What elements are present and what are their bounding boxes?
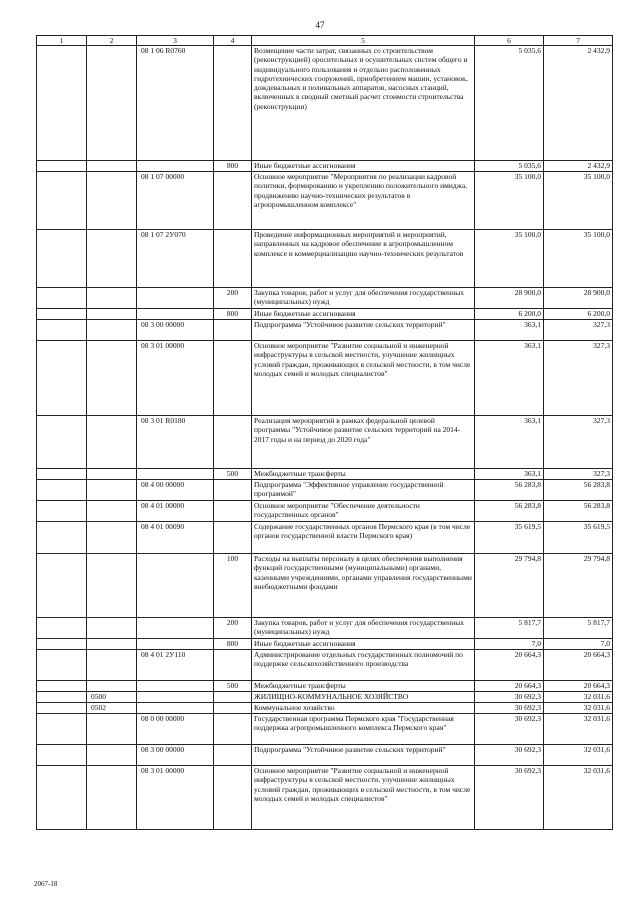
cell-col-3: 08 1 07 00000: [137, 172, 214, 230]
document-code: 2067-18: [34, 880, 58, 888]
cell-col-4: [214, 766, 252, 830]
cell-col-4: [214, 703, 252, 714]
cell-col-3: [137, 288, 214, 309]
cell-col-5: Межбюджетные трансферты: [252, 681, 475, 692]
cell-col-3: [137, 618, 214, 639]
cell-col-1: [37, 46, 87, 161]
cell-col-6: 5 035,6: [475, 46, 544, 161]
cell-col-5: Закупка товаров, работ и услуг для обеспечения государственных (муниципальных) нужд: [252, 288, 475, 309]
cell-col-4: [214, 714, 252, 745]
cell-col-7: 20 664,3: [544, 681, 613, 692]
cell-col-2: [87, 341, 137, 416]
cell-col-7: 327,3: [544, 320, 613, 341]
cell-col-2: [87, 230, 137, 288]
cell-col-5: Межбюджетные трансферты: [252, 469, 475, 480]
cell-col-2: [87, 522, 137, 554]
cell-col-6: 20 664,3: [475, 681, 544, 692]
cell-col-5: Иные бюджетные ассигнования: [252, 639, 475, 650]
cell-col-1: [37, 416, 87, 469]
cell-col-7: 7,0: [544, 639, 613, 650]
cell-col-3: [137, 692, 214, 703]
cell-col-5: Возмещение части затрат, связанных со строительством (реконструкцией) оросительных и осушительных систем общего и индивидуального пользования и отдельно расположенных гидротехнических сооружений, приобретением машин, установок, дождевальных и поливальных аппаратов, насосных станций, включенных в сводный сметный расчет стоимости строительства (реконструкции): [252, 46, 475, 161]
cell-col-4: [214, 522, 252, 554]
cell-col-5: Проведение информационных мероприятий и мероприятий, направленных на кадровое обеспечение в агропромышленном комплексе и коммерциализацию научно-технических результатов: [252, 230, 475, 288]
cell-col-1: [37, 480, 87, 501]
cell-col-1: [37, 501, 87, 522]
cell-col-5: Основное мероприятие "Развитие социальной и инженерной инфраструктуры в сельской местности, улучшение жилищных условий граждан, проживающих в сельской местности, в том числе молодых семей и молодых специалистов": [252, 766, 475, 830]
cell-col-7: 2 432,9: [544, 46, 613, 161]
cell-col-6: 363,1: [475, 320, 544, 341]
cell-col-3: [137, 703, 214, 714]
cell-col-2: [87, 554, 137, 618]
cell-col-1: [37, 745, 87, 766]
table-row: [37, 161, 613, 172]
cell-col-5: Реализация мероприятий в рамках федеральной целевой программы "Устойчивое развитие сельских территорий на 2014-2017 годы и на период до 2020 года": [252, 416, 475, 469]
cell-col-3: 08 3 01 00000: [137, 341, 214, 416]
cell-col-4: [214, 416, 252, 469]
cell-col-1: [37, 341, 87, 416]
cell-col-7: 32 031,6: [544, 766, 613, 830]
cell-col-7: 35 100,0: [544, 230, 613, 288]
col-header-1: 1: [37, 36, 87, 46]
table-row: [37, 416, 613, 469]
table-row: [37, 480, 613, 501]
table-row: [37, 309, 613, 320]
cell-col-7: 35 619,5: [544, 522, 613, 554]
cell-col-2: [87, 480, 137, 501]
table-row: [37, 692, 613, 703]
cell-col-3: [137, 161, 214, 172]
cell-col-6: 56 283,8: [475, 501, 544, 522]
cell-col-4: 800: [214, 639, 252, 650]
cell-col-2: [87, 161, 137, 172]
cell-col-1: [37, 639, 87, 650]
cell-col-7: 32 031,6: [544, 714, 613, 745]
cell-col-2: [87, 309, 137, 320]
cell-col-5: Иные бюджетные ассигнования: [252, 161, 475, 172]
cell-col-6: 363,1: [475, 469, 544, 480]
cell-col-6: 56 283,8: [475, 480, 544, 501]
cell-col-4: 800: [214, 309, 252, 320]
cell-col-6: 30 692,3: [475, 766, 544, 830]
table-row: [37, 469, 613, 480]
cell-col-4: [214, 46, 252, 161]
cell-col-3: 08 3 00 00000: [137, 745, 214, 766]
cell-col-6: 35 100,0: [475, 172, 544, 230]
cell-col-6: 30 692,3: [475, 692, 544, 703]
cell-col-7: 28 900,0: [544, 288, 613, 309]
cell-col-7: 6 200,0: [544, 309, 613, 320]
table-row: [37, 46, 613, 161]
table-row: [37, 681, 613, 692]
table-row: [37, 172, 613, 230]
cell-col-1: [37, 469, 87, 480]
cell-col-1: [37, 681, 87, 692]
cell-col-1: [37, 766, 87, 830]
cell-col-2: [87, 618, 137, 639]
cell-col-2: [87, 501, 137, 522]
cell-col-2: [87, 650, 137, 681]
cell-col-1: [37, 703, 87, 714]
cell-col-7: 29 794,8: [544, 554, 613, 618]
cell-col-6: 5 817,7: [475, 618, 544, 639]
cell-col-7: 2 432,9: [544, 161, 613, 172]
cell-col-5: Администрирование отдельных государственных полномочий по поддержке сельскохозяйственного производства: [252, 650, 475, 681]
cell-col-1: [37, 288, 87, 309]
cell-col-7: 32 031,6: [544, 703, 613, 714]
cell-col-7: 35 100,0: [544, 172, 613, 230]
table-row: [37, 639, 613, 650]
cell-col-6: 29 794,8: [475, 554, 544, 618]
cell-col-6: 30 692,3: [475, 703, 544, 714]
col-header-4: 4: [214, 36, 252, 46]
cell-col-5: Иные бюджетные ассигнования: [252, 309, 475, 320]
cell-col-6: 30 692,3: [475, 714, 544, 745]
cell-col-2: 0500: [87, 692, 137, 703]
table-row: [37, 522, 613, 554]
table-row: [37, 714, 613, 745]
cell-col-2: [87, 714, 137, 745]
cell-col-4: [214, 172, 252, 230]
cell-col-3: 08 3 00 00000: [137, 320, 214, 341]
cell-col-5: Основное мероприятие "Развитие социальной и инженерной инфраструктуры в сельской местности, улучшение жилищных условий граждан, проживающих в сельской местности, в том числе молодых семей и молодых специалистов": [252, 341, 475, 416]
cell-col-3: 08 4 01 00000: [137, 501, 214, 522]
cell-col-3: 08 4 01 2У110: [137, 650, 214, 681]
cell-col-1: [37, 230, 87, 288]
cell-col-6: 363,1: [475, 416, 544, 469]
budget-table: [36, 35, 613, 830]
cell-col-6: 363,1: [475, 341, 544, 416]
cell-col-6: 35 100,0: [475, 230, 544, 288]
cell-col-5: Содержание государственных органов Пермского края (в том числе органов государственной власти Пермского края): [252, 522, 475, 554]
cell-col-2: [87, 320, 137, 341]
table-row: [37, 320, 613, 341]
cell-col-3: 08 3 01 00000: [137, 766, 214, 830]
cell-col-5: Основное мероприятие "Обеспечение деятельности государственных органов": [252, 501, 475, 522]
cell-col-1: [37, 714, 87, 745]
cell-col-3: [137, 469, 214, 480]
cell-col-3: [137, 639, 214, 650]
cell-col-1: [37, 650, 87, 681]
cell-col-4: [214, 501, 252, 522]
cell-col-3: 08 1 07 2У070: [137, 230, 214, 288]
cell-col-7: 20 664,3: [544, 650, 613, 681]
cell-col-6: 28 900,0: [475, 288, 544, 309]
cell-col-4: 200: [214, 618, 252, 639]
table-row: [37, 618, 613, 639]
cell-col-2: [87, 681, 137, 692]
cell-col-5: Закупка товаров, работ и услуг для обеспечения государственных (муниципальных) нужд: [252, 618, 475, 639]
cell-col-7: 32 031,6: [544, 692, 613, 703]
cell-col-2: [87, 416, 137, 469]
cell-col-7: 56 283,8: [544, 480, 613, 501]
cell-col-3: [137, 309, 214, 320]
cell-col-2: [87, 46, 137, 161]
cell-col-1: [37, 618, 87, 639]
cell-col-6: 7,0: [475, 639, 544, 650]
cell-col-1: [37, 309, 87, 320]
cell-col-1: [37, 320, 87, 341]
table-row: [37, 650, 613, 681]
cell-col-4: [214, 480, 252, 501]
cell-col-4: [214, 692, 252, 703]
cell-col-7: 56 283,8: [544, 501, 613, 522]
cell-col-3: 08 1 06 R0760: [137, 46, 214, 161]
table-row: [37, 341, 613, 416]
cell-col-3: [137, 681, 214, 692]
cell-col-5: Основное мероприятие "Мероприятия по реализации кадровой политики, формированию и укреплению положительного имиджа, продвижению научно-технических результатов в агропромышленном комплексе": [252, 172, 475, 230]
cell-col-2: [87, 639, 137, 650]
header-row: [37, 36, 613, 46]
col-header-7: 7: [544, 36, 613, 46]
cell-col-2: [87, 766, 137, 830]
col-header-2: 2: [87, 36, 137, 46]
cell-col-4: [214, 650, 252, 681]
cell-col-5: Коммунальное хозяйство: [252, 703, 475, 714]
cell-col-4: 100: [214, 554, 252, 618]
cell-col-2: 0502: [87, 703, 137, 714]
cell-col-4: 500: [214, 469, 252, 480]
cell-col-4: 500: [214, 681, 252, 692]
cell-col-7: 327,3: [544, 341, 613, 416]
cell-col-3: 08 3 01 R0180: [137, 416, 214, 469]
cell-col-4: [214, 230, 252, 288]
cell-col-4: [214, 341, 252, 416]
cell-col-1: [37, 554, 87, 618]
table-row: [37, 501, 613, 522]
cell-col-5: ЖИЛИЩНО-КОММУНАЛЬНОЕ ХОЗЯЙСТВО: [252, 692, 475, 703]
cell-col-3: 08 4 00 00000: [137, 480, 214, 501]
table-row: [37, 230, 613, 288]
cell-col-4: 800: [214, 161, 252, 172]
cell-col-6: 20 664,3: [475, 650, 544, 681]
cell-col-3: 08 4 01 00090: [137, 522, 214, 554]
col-header-3: 3: [137, 36, 214, 46]
cell-col-4: [214, 320, 252, 341]
cell-col-2: [87, 288, 137, 309]
cell-col-5: Расходы на выплаты персоналу в целях обеспечения выполнения функций государственными (муниципальными) органами, казенными учреждениями, органами управления государственными внебюджетными фондами: [252, 554, 475, 618]
cell-col-7: 327,3: [544, 416, 613, 469]
cell-col-7: 327,3: [544, 469, 613, 480]
cell-col-3: 08 0 00 00000: [137, 714, 214, 745]
table-row: [37, 703, 613, 714]
cell-col-4: [214, 745, 252, 766]
cell-col-5: Государственная программа Пермского края "Государственная поддержка агропромышленного комплекса Пермского края": [252, 714, 475, 745]
cell-col-6: 35 619,5: [475, 522, 544, 554]
cell-col-1: [37, 522, 87, 554]
page-number: 47: [315, 20, 325, 30]
table-row: [37, 554, 613, 618]
cell-col-5: Подпрограмма "Устойчивое развитие сельских территорий": [252, 320, 475, 341]
cell-col-1: [37, 172, 87, 230]
cell-col-1: [37, 161, 87, 172]
col-header-5: 5: [252, 36, 475, 46]
col-header-6: 6: [475, 36, 544, 46]
table-row: [37, 288, 613, 309]
cell-col-6: 5 035,6: [475, 161, 544, 172]
cell-col-2: [87, 469, 137, 480]
cell-col-7: 5 817,7: [544, 618, 613, 639]
cell-col-5: Подпрограмма "Эффективное управление государственной программой": [252, 480, 475, 501]
cell-col-4: 200: [214, 288, 252, 309]
table-row: [37, 745, 613, 766]
cell-col-2: [87, 745, 137, 766]
cell-col-6: 30 692,3: [475, 745, 544, 766]
cell-col-7: 32 031,6: [544, 745, 613, 766]
table-row: [37, 766, 613, 830]
cell-col-5: Подпрограмма "Устойчивое развитие сельских территорий": [252, 745, 475, 766]
cell-col-6: 6 200,0: [475, 309, 544, 320]
cell-col-2: [87, 172, 137, 230]
cell-col-3: [137, 554, 214, 618]
cell-col-1: [37, 692, 87, 703]
